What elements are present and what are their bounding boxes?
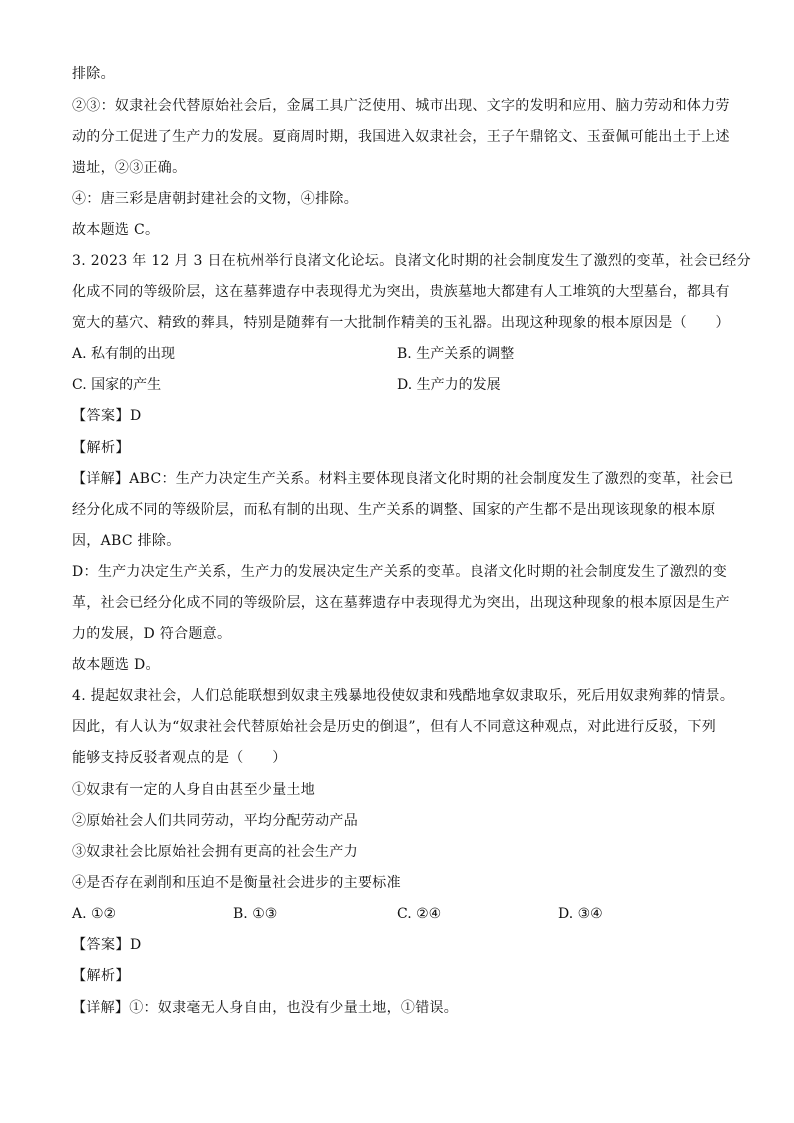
q4-option-c: C. ②④ — [397, 906, 442, 922]
question-4-stem: 4. 提起奴隶社会，人们总能联想到奴隶主残暴地役使奴隶和残酷地拿奴隶取乐，死后用奴隶殉葬的情景。 — [72, 688, 735, 704]
q4-answer: 【答案】D — [72, 937, 142, 953]
q4-detail: 【详解】①：奴隶毫无人身自由，也没有少量土地，①错误。 — [72, 1000, 459, 1016]
question-4-stem: 能够支持反驳者观点的是（ ） — [72, 750, 287, 766]
q3-answer: 【答案】D — [72, 408, 142, 424]
q4-statement: ①奴隶有一定的人身自由甚至少量土地 — [72, 782, 316, 798]
q3-detail: 革，社会已经分化成不同的等级阶层，这在墓葬遗存中表现得尤为突出，出现这种现象的根本原因是生产 — [72, 595, 730, 611]
q3-detail: 【详解】ABC：生产力决定生产关系。材料主要体现良渚文化时期的社会制度发生了激烈的变革，社会已 — [72, 471, 734, 487]
text-line: 遗址，②③正确。 — [72, 160, 187, 176]
text-line: 排除。 — [72, 66, 115, 82]
question-3-stem: 宽大的墓穴、精致的葬具，特别是随葬有一大批制作精美的玉礼器。出现这种现象的根本原因是（ ） — [72, 315, 730, 331]
question-3-stem: 3. 2023 年 12 月 3 日在杭州举行良渚文化论坛。良渚文化时期的社会制度发生了激烈的变革，社会已经分 — [72, 253, 751, 269]
q3-analysis-heading: 【解析】 — [72, 440, 130, 456]
q4-statement: ④是否存在剥削和压迫不是衡量社会进步的主要标准 — [72, 875, 401, 891]
q3-detail: D：生产力决定生产关系，生产力的发展决定生产关系的变革。良渚文化时期的社会制度发生了激烈的变 — [72, 564, 728, 580]
text-line: 动的分工促进了生产力的发展。夏商周时期，我国进入奴隶社会，王子午鼎铭文、玉蚕佩可能出土于上述 — [72, 129, 730, 145]
q4-statement: ②原始社会人们共同劳动，平均分配劳动产品 — [72, 813, 358, 829]
text-line: ②③：奴隶社会代替原始社会后，金属工具广泛使用、城市出现、文字的发明和应用、脑力劳动和体力劳 — [72, 98, 730, 114]
q3-option-c: C. 国家的产生 — [72, 377, 162, 393]
q3-detail: 因，ABC 排除。 — [72, 533, 181, 549]
question-4-stem: 因此，有人认为“奴隶社会代替原始社会是历史的倒退”，但有人不同意这种观点，对此进行反驳，下列 — [72, 719, 717, 735]
q3-option-d: D. 生产力的发展 — [397, 377, 501, 393]
q4-analysis-heading: 【解析】 — [72, 968, 130, 984]
q3-detail: 故本题选 D。 — [72, 657, 160, 673]
q3-detail: 力的发展，D 符合题意。 — [72, 626, 232, 642]
question-3-stem: 化成不同的等级阶层，这在墓葬遗存中表现得尤为突出，贵族墓地大都建有人工堆筑的大型墓台，都具有 — [72, 284, 730, 300]
q4-statement: ③奴隶社会比原始社会拥有更高的社会生产力 — [72, 844, 358, 860]
q3-option-b: B. 生产关系的调整 — [397, 346, 515, 362]
text-line: 故本题选 C。 — [72, 222, 160, 238]
q3-option-a: A. 私有制的出现 — [72, 346, 176, 362]
text-line: ④：唐三彩是唐朝封建社会的文物，④排除。 — [72, 191, 358, 207]
q4-option-b: B. ①③ — [233, 906, 278, 922]
q4-option-a: A. ①② — [72, 906, 117, 922]
q3-detail: 经分化成不同的等级阶层，而私有制的出现、生产关系的调整、国家的产生都不是出现该现象的根本原 — [72, 502, 716, 518]
q4-option-d: D. ③④ — [558, 906, 603, 922]
